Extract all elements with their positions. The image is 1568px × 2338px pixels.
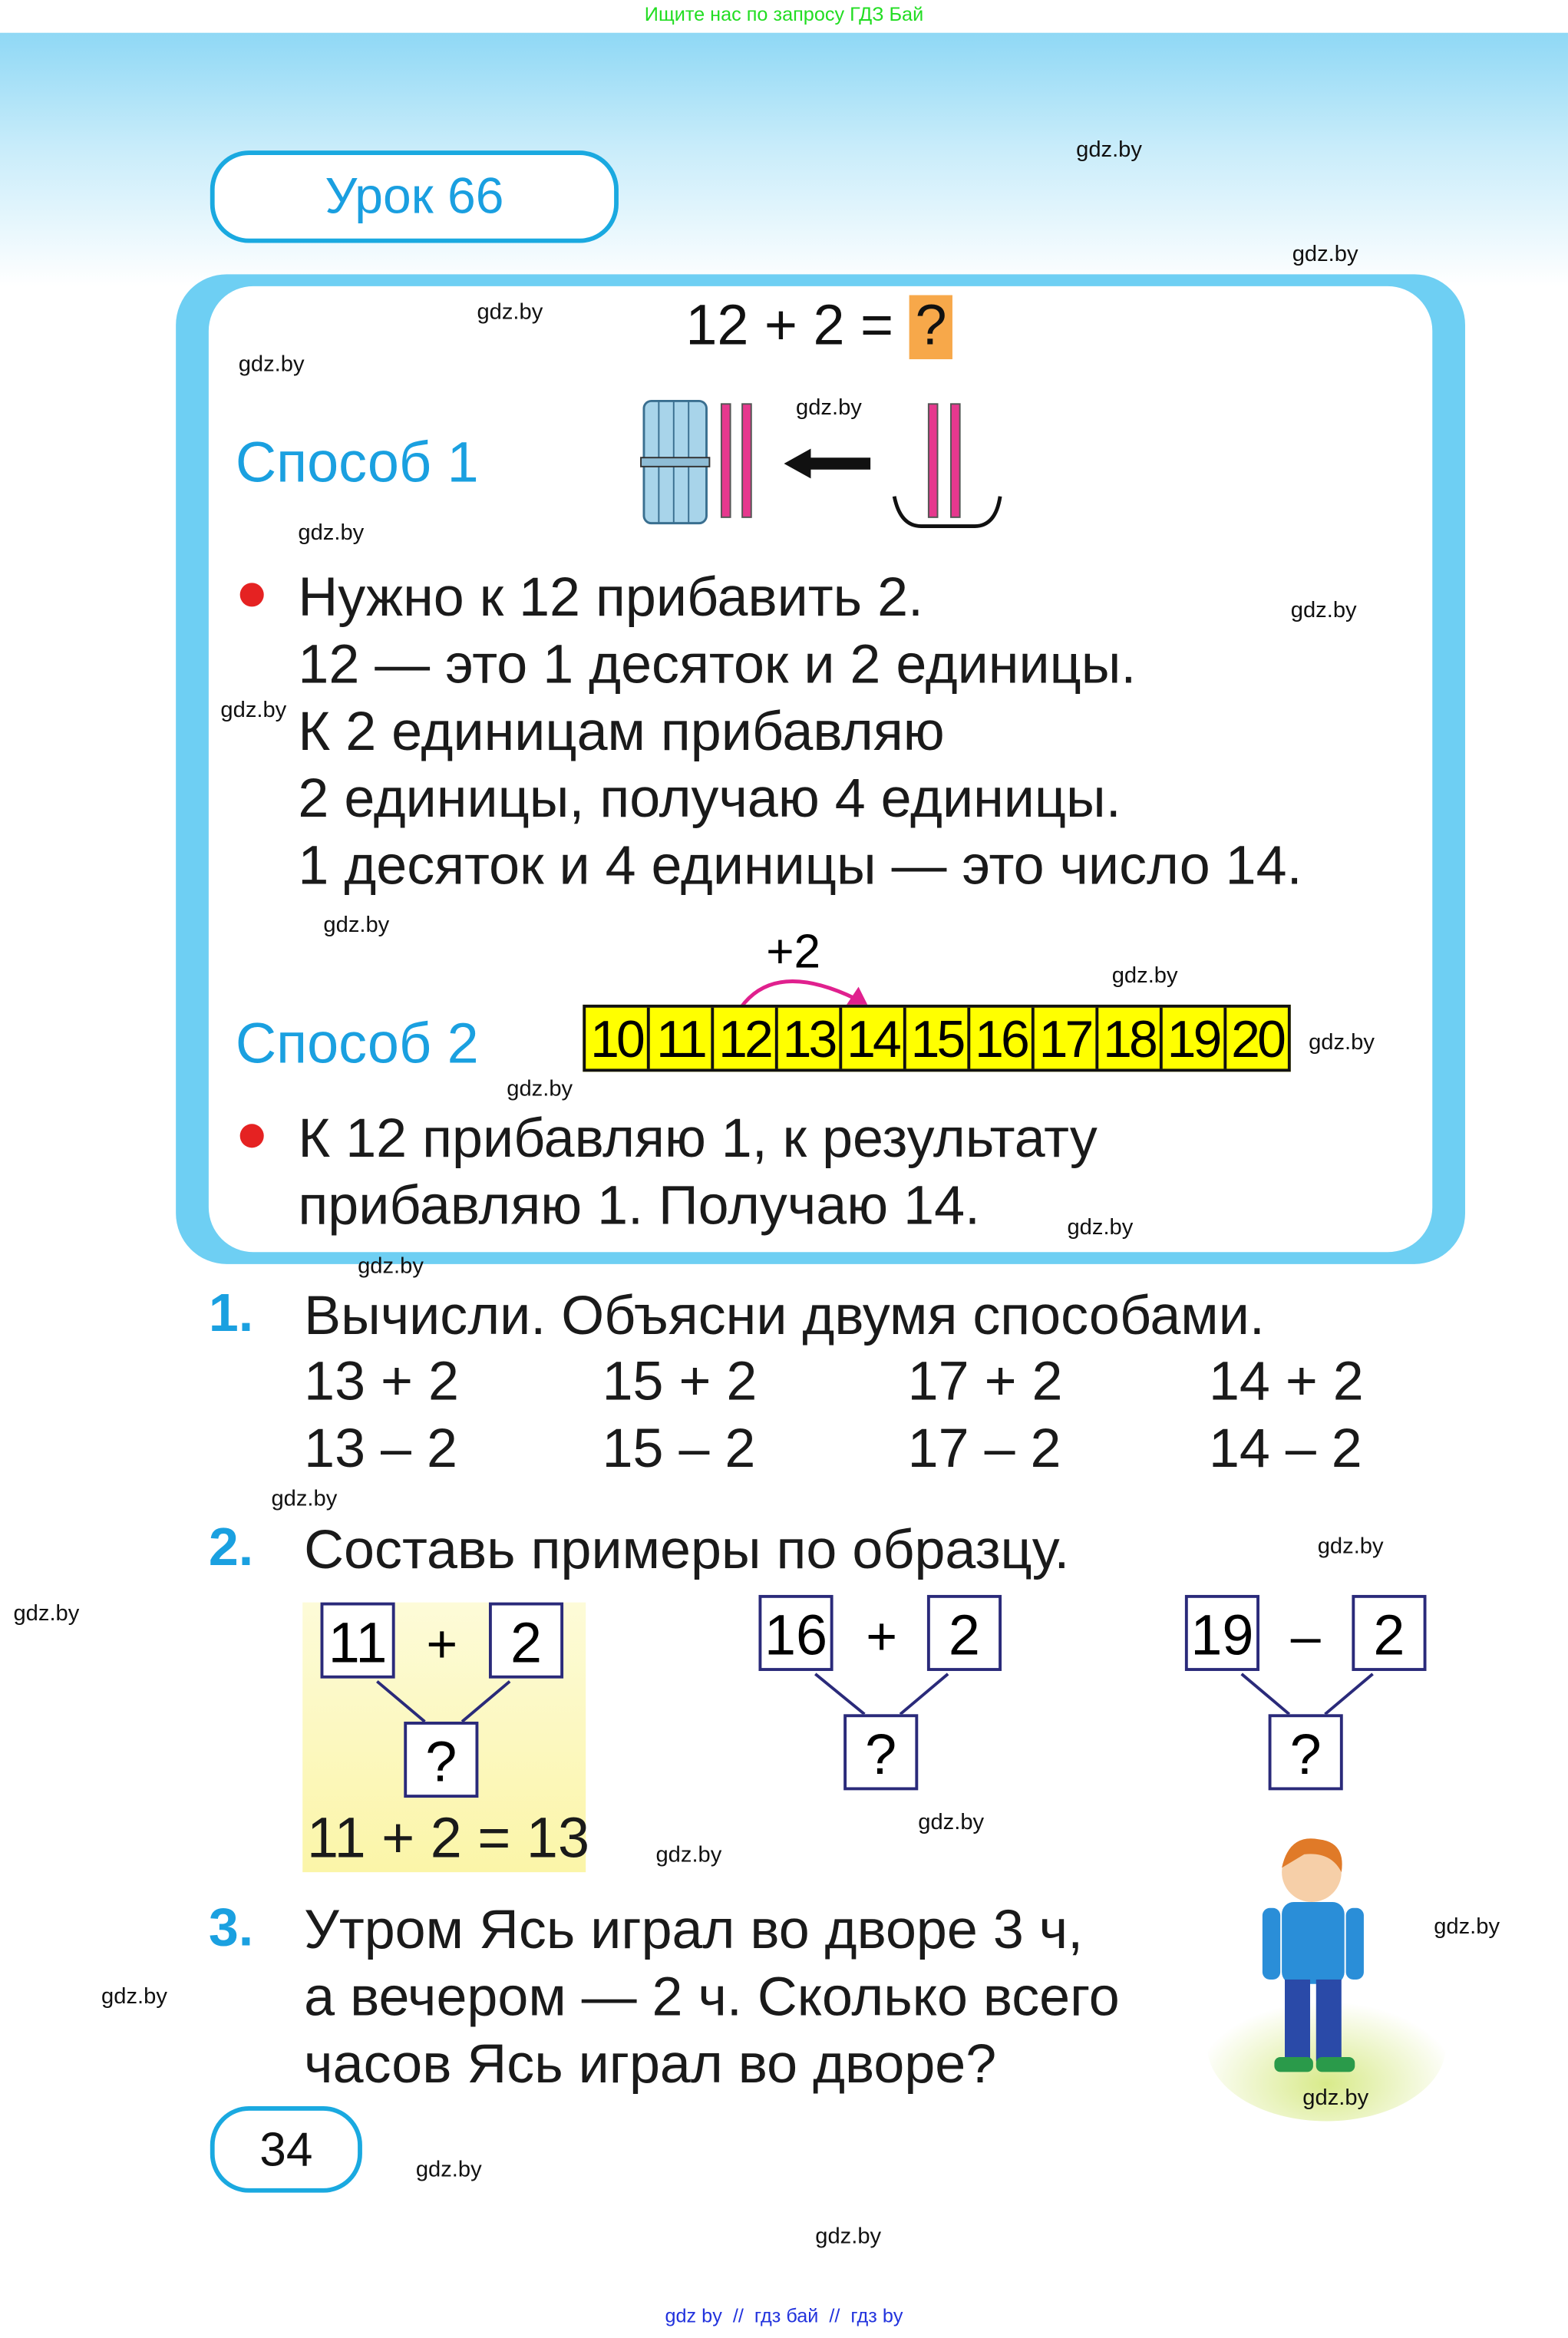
subtrahend-box: 2 (1352, 1595, 1426, 1671)
answer-box[interactable]: ? (843, 1714, 918, 1790)
strip-cell: 13 (778, 1008, 843, 1069)
strip-cell: 15 (906, 1008, 971, 1069)
task2-text: Составь примеры по образцу. (304, 1518, 1070, 1580)
footer-links[interactable]: gdz by // гдз бай // гдз by (665, 2304, 903, 2327)
method2-line: К 12 прибавляю 1, к результату (298, 1107, 1098, 1169)
watermark: gdz.by (1111, 963, 1178, 989)
task3-line: а вечером — 2 ч. Сколько всего (304, 1966, 1120, 2028)
task1-expr: 17 – 2 (907, 1417, 1061, 1479)
strip-cell: 19 (1163, 1008, 1227, 1069)
strip-cell: 14 (842, 1008, 906, 1069)
operator: + (426, 1613, 458, 1674)
task1-expr: 15 + 2 (602, 1350, 758, 1412)
task1-expr: 15 – 2 (602, 1417, 756, 1479)
watermark: gdz.by (220, 697, 287, 723)
boy-illustration (1200, 1831, 1453, 2122)
bundle-of-ten-icon (641, 401, 709, 523)
addend-box: 11 (321, 1603, 395, 1679)
task2-number: 2. (208, 1516, 254, 1577)
task1-expr: 13 + 2 (304, 1350, 459, 1412)
method1-line: 2 единицы, получаю 4 единицы. (298, 768, 1121, 829)
method1-line: 12 — это 1 десяток и 2 единицы. (298, 633, 1137, 695)
task1-number: 1. (208, 1282, 254, 1343)
method1-title: Способ 1 (235, 432, 479, 495)
watermark: gdz.by (238, 352, 305, 378)
watermark: gdz.by (1076, 137, 1142, 163)
addend-box: 2 (489, 1603, 563, 1679)
strip-cell: 10 (586, 1008, 650, 1069)
watermark: gdz.by (1302, 2085, 1369, 2111)
bullet-icon (240, 583, 264, 606)
answer-box[interactable]: ? (1269, 1714, 1343, 1790)
watermark: gdz.by (1292, 241, 1358, 267)
watermark: gdz.by (298, 520, 365, 546)
task3-line: Утром Ясь играл во дворе 3 ч, (304, 1899, 1084, 1960)
hand-icon (894, 497, 1000, 527)
addend-box: 16 (758, 1595, 833, 1671)
task3-line: часов Ясь играл во дворе? (304, 2033, 997, 2095)
minuend-box: 19 (1185, 1595, 1259, 1671)
watermark: gdz.by (815, 2224, 882, 2250)
watermark: gdz.by (1434, 1914, 1500, 1940)
strip-cell: 18 (1098, 1008, 1163, 1069)
watermark: gdz.by (918, 1809, 985, 1835)
lesson-title: Урок 66 (210, 150, 619, 243)
strip-cell: 11 (650, 1008, 715, 1069)
search-banner[interactable]: Ищите нас по запросу ГДЗ Бай (644, 2, 924, 26)
task1-text: Вычисли. Объясни двумя способами. (304, 1285, 1265, 1346)
method2-title: Способ 2 (235, 1013, 479, 1077)
watermark: gdz.by (358, 1253, 424, 1280)
strip-cell: 20 (1231, 1010, 1284, 1069)
watermark: gdz.by (507, 1076, 573, 1102)
strip-cell: 16 (970, 1008, 1035, 1069)
task1-expr: 13 – 2 (304, 1417, 457, 1479)
watermark: gdz.by (271, 1486, 338, 1512)
answer-box: ? (404, 1722, 478, 1798)
method1-line: 1 десяток и 4 единицы — это число 14. (298, 834, 1302, 897)
sample-equation: 11 + 2 = 13 (307, 1808, 590, 1871)
example-equation (685, 296, 952, 360)
watermark: gdz.by (796, 395, 862, 421)
watermark: gdz.by (415, 2157, 482, 2183)
watermark: gdz.by (1067, 1214, 1134, 1240)
method1-line: К 2 единицам прибавляю (298, 700, 945, 762)
addend-box: 2 (927, 1595, 1002, 1671)
watermark: gdz.by (1290, 597, 1357, 623)
method2-line: прибавляю 1. Получаю 14. (298, 1174, 981, 1236)
bullet-icon (240, 1124, 264, 1148)
watermark: gdz.by (655, 1842, 722, 1868)
number-strip (583, 1005, 1290, 1072)
task1-expr: 14 – 2 (1208, 1417, 1362, 1479)
method1-line: Нужно к 12 прибавить 2. (298, 566, 924, 628)
watermark: gdz.by (13, 1600, 80, 1626)
task1-expr: 17 + 2 (907, 1350, 1063, 1412)
jump-label: +2 (766, 924, 821, 978)
watermark: gdz.by (101, 1983, 167, 2009)
equation-text: 12 + 2 = (685, 295, 894, 358)
task1-expr: 14 + 2 (1208, 1350, 1364, 1412)
watermark: gdz.by (1317, 1534, 1384, 1560)
page-number: 34 (210, 2106, 362, 2193)
strip-cell: 17 (1035, 1008, 1099, 1069)
task3-number: 3. (208, 1896, 254, 1957)
operator: + (866, 1605, 898, 1667)
watermark: gdz.by (477, 299, 543, 325)
arrow-left-icon (784, 449, 870, 479)
watermark: gdz.by (1309, 1029, 1375, 1055)
watermark: gdz.by (323, 912, 390, 938)
strip-cell: 12 (714, 1008, 778, 1069)
operator: – (1290, 1605, 1321, 1667)
unknown-box: ? (909, 296, 953, 360)
